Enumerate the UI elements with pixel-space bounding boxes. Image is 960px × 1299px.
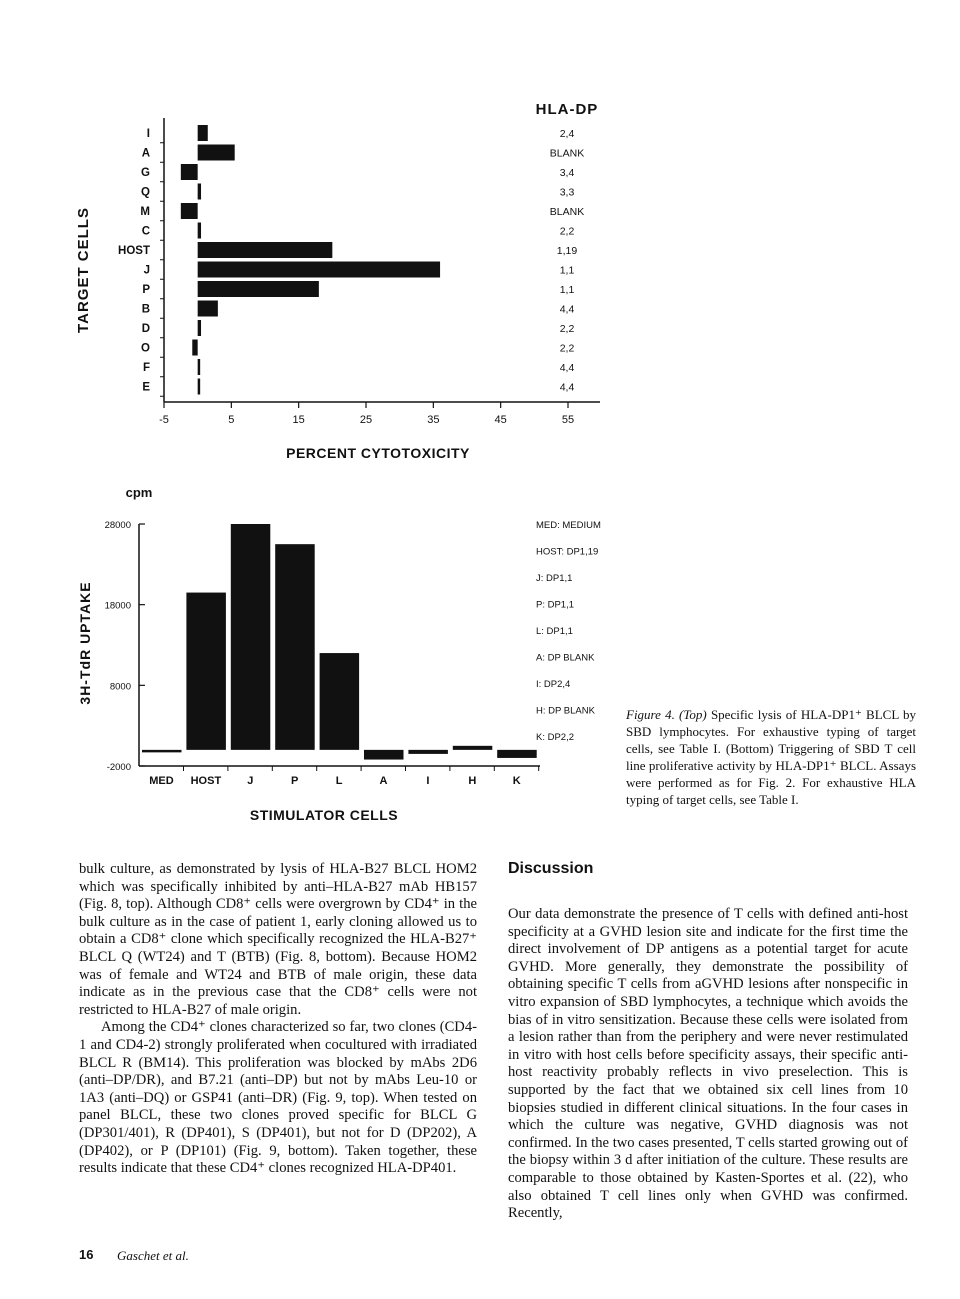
top-category-label: HOST bbox=[118, 245, 150, 257]
right-column bbox=[508, 906, 908, 1223]
bottom-category-label: I bbox=[426, 775, 430, 787]
hla-dp-annotation: 4,4 bbox=[559, 362, 575, 374]
caption-text: Specific lysis of HLA-DP1⁺ BLCL by SBD lymphocytes. For exhaustive typing of target cells, see Table I. (Bottom) Triggering of SBD T cell line proliferative activity by HLA-DP1⁺ BLCL. Assays were performed as for Fig. 2. For exhaustive HLA typing of target cells, see Table I. bbox=[626, 707, 916, 807]
bottom-y-tick-label: 18000 bbox=[104, 600, 131, 612]
bottom-bar bbox=[320, 653, 360, 750]
bottom-bar bbox=[453, 746, 493, 750]
left-paragraph-1: bulk culture, as demonstrated by lysis of HLA-B27 BLCL HOM2 which was specifically inhibited by anti–HLA-B27 mAb HB157 (Fig. 8, top). Although CD8⁺ cells were overgrown by CD4⁺ in the bulk culture as in the case of patient 1, early cloning allowed us to obtain a CD8⁺ clone which specifically recognized the HLA-B27⁺ BLCL Q (WT24) and T (BTB) (Fig. 8, bottom). Because HOM2 was of female and WT24 and BTB of male origin, these data indicate as in the previous case that the CD8⁺ cells were not restricted to HLA-B27 of male origin. bbox=[79, 861, 477, 1018]
legend-entry: P: DP1,1 bbox=[536, 599, 575, 611]
top-category-label: I bbox=[146, 128, 150, 140]
top-category-label: Q bbox=[141, 186, 150, 199]
page-number: 16 bbox=[79, 1247, 94, 1262]
top-bar bbox=[181, 164, 198, 180]
bottom-bar bbox=[408, 750, 448, 754]
bottom-category-label: H bbox=[468, 775, 477, 787]
top-bar bbox=[198, 359, 201, 375]
top-x-tick-label: 15 bbox=[292, 414, 305, 426]
legend-entry: K: DP2,2 bbox=[536, 732, 575, 743]
hla-dp-annotation: 1,1 bbox=[559, 284, 575, 296]
legend-entry: L: DP1,1 bbox=[536, 626, 573, 637]
top-y-axis-label: TARGET CELLS bbox=[75, 207, 92, 333]
top-bar bbox=[198, 320, 201, 336]
right-paragraph-1: Our data demonstrate the presence of T cells with defined anti-host specificity at a GVHD lesion site and indicate for the first time the direct involvement of DP antigens as a potential target for acute GVHD. More generally, they demonstrate the possibility of obtaining specific T cells from aGVHD lesions after nonspecific in vitro expansion of SBD lymphocytes, a technique which avoids the bias of in vitro sensitization. Because these cells were isolated from a lesion rather than from the periphery and were never restimulated in vitro with host cells before specificity assays, their specific anti-host reactivity probably reflects in vivo preselection. This is supported by the fact that we obtained six cell lines from 10 biopsies studied in different clinical situations. In the four cases in which the culture was negative, GVHD diagnosis was not confirmed. In the two cases presented, T cells started growing out of the biopsy within 3 d after initiation of the culture. These results are comparable to those obtained by Kasten-Sportes et al. (22), who also obtained T cell lines only when GVHD was confirmed. Recently, bbox=[508, 906, 908, 1222]
bottom-category-label: K bbox=[512, 775, 521, 787]
bottom-category-label: HOST bbox=[190, 775, 222, 787]
legend-entry: HOST: DP1,19 bbox=[536, 546, 599, 558]
bottom-bar bbox=[231, 524, 270, 750]
top-bar bbox=[198, 125, 208, 141]
top-x-tick-label: 45 bbox=[494, 414, 507, 426]
left-paragraph-2: Among the CD4⁺ clones characterized so far, two clones (CD4-1 and CD4-2) strongly proliferated when cocultured with irradiated BLCL R (BM14). This proliferation was blocked by mAbs 2D6 (anti–DP/DR), and B7.21 (anti–DP) but not by mAbs Leu-10 or 1A3 (anti–DQ) or GSP41 (anti–DR) (Fig. 9, top). When tested on panel BLCL, these two clones proved specific for BLCL G (DP301/401), R (DP401), S (DP401), but not for D (DP202), A (DP402), or P (DP101) (Fig. 9, bottom). Taken together, these results indicate that these CD4⁺ clones recognized HLA-DP401. bbox=[79, 1019, 477, 1177]
top-category-label: P bbox=[142, 284, 150, 296]
hla-dp-annotation: 2,2 bbox=[559, 323, 575, 335]
running-author: Gaschet et al. bbox=[117, 1248, 189, 1263]
hla-dp-header: HLA-DP bbox=[535, 101, 599, 118]
discussion-heading: Discussion bbox=[508, 860, 594, 877]
left-column bbox=[79, 861, 477, 1178]
top-category-label: J bbox=[143, 264, 150, 277]
top-category-label: B bbox=[141, 303, 150, 316]
hla-dp-annotation: BLANK bbox=[549, 206, 585, 218]
hla-dp-annotation: 4,4 bbox=[559, 381, 575, 394]
legend-entry: I: DP2,4 bbox=[536, 679, 571, 690]
bottom-category-label: A bbox=[379, 775, 388, 787]
hla-dp-annotation: 3,3 bbox=[559, 186, 575, 199]
top-x-tick-label: 55 bbox=[561, 414, 575, 426]
bottom-category-label: MED bbox=[149, 775, 174, 787]
top-bar bbox=[192, 340, 197, 356]
hla-dp-annotation: 3,4 bbox=[559, 167, 575, 179]
top-category-label: A bbox=[141, 147, 150, 160]
bottom-bar bbox=[364, 750, 404, 760]
top-bar bbox=[198, 301, 218, 317]
top-category-label: O bbox=[141, 342, 150, 355]
top-category-label: C bbox=[141, 225, 150, 238]
hla-dp-annotation: 2,2 bbox=[559, 342, 575, 355]
top-bar bbox=[181, 203, 198, 219]
top-category-label: M bbox=[140, 206, 150, 218]
bottom-bar bbox=[497, 750, 537, 758]
top-bar bbox=[198, 145, 235, 161]
bottom-bar bbox=[275, 544, 315, 750]
bottom-bar bbox=[142, 750, 182, 753]
legend-entry: J: DP1,1 bbox=[536, 573, 573, 584]
bottom-category-label: L bbox=[335, 775, 343, 787]
legend-entry: MED: MEDIUM bbox=[536, 520, 601, 531]
top-category-label: F bbox=[142, 362, 150, 374]
cpm-unit-label: cpm bbox=[125, 485, 153, 500]
bottom-y-tick-label: -2000 bbox=[106, 762, 131, 773]
proliferation-chart bbox=[60, 480, 620, 830]
bottom-bar bbox=[186, 593, 226, 750]
legend-entry: H: DP BLANK bbox=[536, 705, 595, 717]
bottom-y-tick-label: 8000 bbox=[109, 681, 131, 693]
hla-dp-annotation: 4,4 bbox=[559, 303, 575, 316]
bottom-x-axis-label: STIMULATOR CELLS bbox=[249, 807, 399, 823]
bottom-y-axis-label: 3H-TdR UPTAKE bbox=[77, 581, 93, 705]
top-category-label: G bbox=[141, 167, 150, 179]
top-x-tick-label: -5 bbox=[159, 414, 169, 426]
bottom-y-tick-label: 28000 bbox=[104, 520, 131, 531]
top-category-label: D bbox=[141, 323, 150, 335]
top-x-axis-label: PERCENT CYTOTOXICITY bbox=[286, 445, 470, 461]
hla-dp-annotation: 1,1 bbox=[559, 264, 575, 277]
hla-dp-annotation: 2,4 bbox=[559, 128, 575, 140]
top-bar bbox=[198, 223, 201, 239]
figure-caption bbox=[626, 706, 916, 808]
top-x-tick-label: 25 bbox=[359, 414, 373, 426]
top-bar bbox=[198, 184, 201, 200]
hla-dp-annotation: 2,2 bbox=[559, 225, 575, 238]
top-x-tick-label: 5 bbox=[228, 414, 235, 426]
top-bar bbox=[198, 242, 333, 258]
bottom-category-label: J bbox=[247, 775, 254, 787]
top-category-label: E bbox=[142, 381, 150, 394]
bottom-category-label: P bbox=[291, 775, 299, 787]
cytotoxicity-chart bbox=[60, 95, 620, 465]
top-bar bbox=[198, 281, 319, 297]
top-bar bbox=[198, 379, 201, 395]
top-bar bbox=[198, 262, 440, 278]
hla-dp-annotation: 1,19 bbox=[556, 245, 578, 257]
legend-entry: A: DP BLANK bbox=[536, 652, 595, 664]
caption-label: Figure 4. (Top) bbox=[626, 707, 707, 722]
hla-dp-annotation: BLANK bbox=[549, 147, 585, 160]
top-x-tick-label: 35 bbox=[427, 414, 440, 426]
